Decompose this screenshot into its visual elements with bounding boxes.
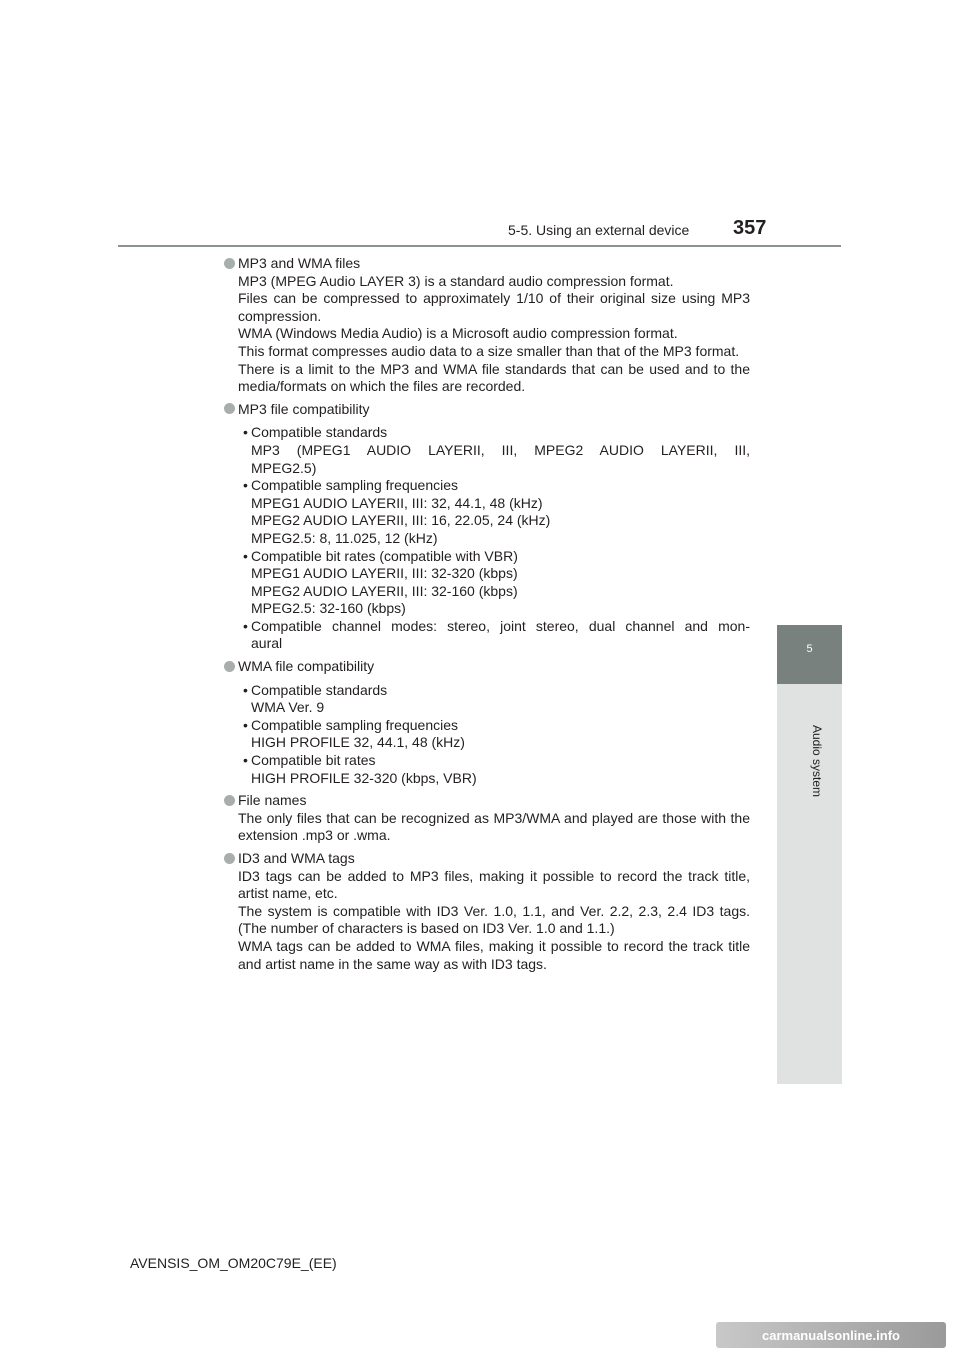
section-title: MP3 file compatibility	[238, 400, 370, 417]
section-title: WMA file compatibility	[238, 658, 375, 675]
list-item	[238, 424, 750, 477]
circle-bullet-icon	[224, 258, 235, 269]
list-item	[238, 682, 750, 717]
item-title: Compatible sampling frequencies	[251, 716, 458, 733]
page-content	[222, 255, 750, 978]
chapter-tab	[777, 625, 842, 684]
paragraph: The system is compatible with ID3 Ver. 1.0, 1.1, and Ver. 2.2, 2.3, 2.4 ID3 tags. (The number of characters is based on ID3 Ver. 1.0 and 1.1.)	[238, 902, 750, 937]
paragraph: WMA tags can be added to WMA files, making it possible to record the track title and artist name in the same way as with ID3 tags.	[238, 937, 750, 972]
paragraph: ID3 tags can be added to MP3 files, making it possible to record the track title, artist name, etc.	[238, 867, 750, 902]
list-item	[238, 477, 750, 547]
dot-bullet-icon: •	[243, 547, 248, 564]
section-title: MP3 and WMA files	[238, 255, 361, 271]
paragraph: Files can be compressed to approximately 1/10 of their original size using MP3 compression.	[238, 290, 750, 324]
watermark-logo[interactable]: carmanualsonline.info	[716, 1322, 946, 1348]
section-title: ID3 and WMA tags	[238, 850, 355, 866]
item-line: MPEG2.5)	[251, 459, 317, 476]
circle-bullet-icon	[224, 403, 235, 414]
circle-bullet-icon	[224, 795, 235, 806]
section-file-names	[222, 792, 750, 845]
item-title: Compatible bit rates (compatible with VBR)	[251, 547, 518, 564]
item-line: MPEG2.5: 32-160 (kbps)	[251, 600, 406, 617]
item-title: Compatible standards	[251, 424, 388, 441]
section-mp3-wma-files	[222, 255, 750, 396]
list-item	[238, 717, 750, 752]
item-title: Compatible bit rates	[251, 752, 376, 769]
dot-bullet-icon: •	[243, 617, 248, 634]
chapter-number: 5	[806, 643, 813, 655]
item-line: MPEG1 AUDIO LAYERII, III: 32-320 (kbps)	[251, 565, 518, 582]
paragraph: MP3 (MPEG Audio LAYER 3) is a standard audio compression format.	[238, 272, 674, 289]
dot-bullet-icon: •	[243, 752, 248, 769]
document-code: AVENSIS_OM_OM20C79E_(EE)	[130, 1255, 337, 1271]
sub-list	[238, 424, 750, 653]
sub-list	[238, 682, 750, 788]
list-item	[238, 548, 750, 618]
section-wma-compatibility	[222, 658, 750, 787]
paragraph: The only files that can be recognized as MP3/WMA and played are those with the extension .mp3 or .wma.	[238, 809, 750, 844]
item-line: WMA Ver. 9	[251, 699, 325, 716]
item-line: MPEG2.5: 8, 11.025, 12 (kHz)	[251, 529, 438, 546]
item-line: HIGH PROFILE 32-320 (kbps, VBR)	[251, 769, 477, 786]
item-line: MP3 (MPEG1 AUDIO LAYERII, III, MPEG2 AUDIO LAYERII, III,	[251, 441, 750, 458]
item-line: Compatible channel modes: stereo, joint stereo, dual channel and mon-	[251, 617, 750, 634]
paragraph: This format compresses audio data to a size smaller than that of the MP3 format.	[238, 342, 740, 359]
circle-bullet-icon	[224, 661, 235, 672]
item-line: aural	[251, 635, 283, 652]
circle-bullet-icon	[224, 853, 235, 864]
item-title: Compatible standards	[251, 681, 388, 698]
section-title: File names	[238, 792, 307, 809]
item-line: HIGH PROFILE 32, 44.1, 48 (kHz)	[251, 734, 465, 751]
item-line: MPEG2 AUDIO LAYERII, III: 16, 22.05, 24 (kHz)	[251, 512, 551, 529]
header-section-title: 5-5. Using an external device	[508, 222, 690, 238]
chapter-label: Audio system	[810, 725, 824, 798]
item-line: MPEG1 AUDIO LAYERII, III: 32, 44.1, 48 (kHz)	[251, 494, 543, 511]
page-number: 357	[733, 217, 767, 239]
paragraph: WMA (Windows Media Audio) is a Microsoft audio compression format.	[238, 325, 678, 342]
header-divider	[118, 245, 841, 247]
paragraph: There is a limit to the MP3 and WMA file standards that can be used and to the media/formats on which the files are recorded.	[238, 360, 750, 395]
dot-bullet-icon: •	[243, 716, 248, 733]
dot-bullet-icon: •	[243, 477, 248, 494]
dot-bullet-icon: •	[243, 424, 248, 441]
list-item	[238, 618, 750, 653]
dot-bullet-icon: •	[243, 681, 248, 698]
item-title: Compatible sampling frequencies	[251, 477, 458, 494]
list-item	[238, 752, 750, 787]
section-mp3-compatibility	[222, 401, 750, 653]
section-id3-wma-tags	[222, 850, 750, 973]
item-line: MPEG2 AUDIO LAYERII, III: 32-160 (kbps)	[251, 582, 518, 599]
